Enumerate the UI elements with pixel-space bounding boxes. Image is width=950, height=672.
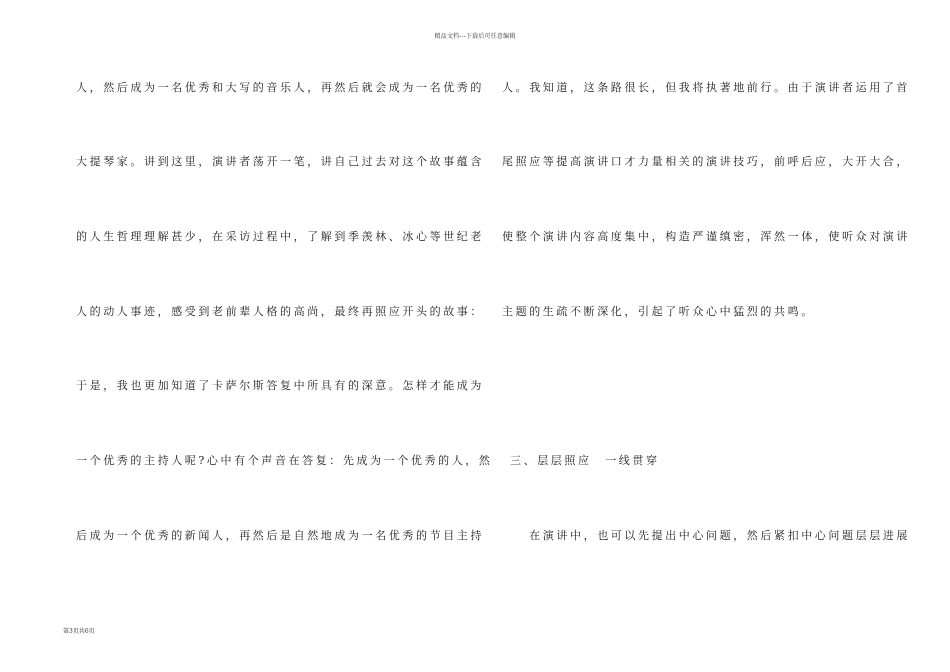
left-line-6: 一个优秀的主持人呢?心中有个声音在答复：先成为一个优秀的人，然 <box>76 454 493 467</box>
left-line-4: 人的动人事迹，感受到老前辈人格的高尚，最终再照应开头的故事： <box>76 305 484 318</box>
right-line-6: 在演讲中，也可以先提出中心问题，然后紧扣中心问题层层进展 <box>502 529 910 542</box>
page-number: 第3页共6页 <box>63 628 95 635</box>
left-line-7: 后成为一个优秀的新闻人，再然后是自然地成为一名优秀的节目主持 <box>76 529 484 542</box>
left-line-1: 人，然后成为一名优秀和大写的音乐人，再然后就会成为一名优秀的 <box>76 81 484 94</box>
section-heading: 三、层层照应 一线贯穿 <box>510 454 660 467</box>
page-header: 精品文档---下载后可任意编辑 <box>434 33 516 40</box>
left-line-3: 的人生哲理理解甚少，在采访过程中，了解到季羡林、冰心等世纪老 <box>76 230 484 243</box>
right-line-4: 主题的生疏不断深化，引起了听众心中猛烈的共鸣。 <box>502 305 815 318</box>
left-line-2: 大提琴家。讲到这里，演讲者荡开一笔，讲自己过去对这个故事蕴含 <box>76 155 484 168</box>
right-line-2: 尾照应等提高演讲口才力量相关的演讲技巧，前呼后应，大开大合， <box>502 155 910 168</box>
right-line-1: 人。我知道，这条路很长，但我将执著地前行。由于演讲者运用了首 <box>502 81 910 94</box>
left-line-5: 于是，我也更加知道了卡萨尔斯答复中所具有的深意。怎样才能成为 <box>76 379 484 392</box>
right-line-3: 使整个演讲内容高度集中，构造严谨缜密，浑然一体，使听众对演讲 <box>502 230 910 243</box>
